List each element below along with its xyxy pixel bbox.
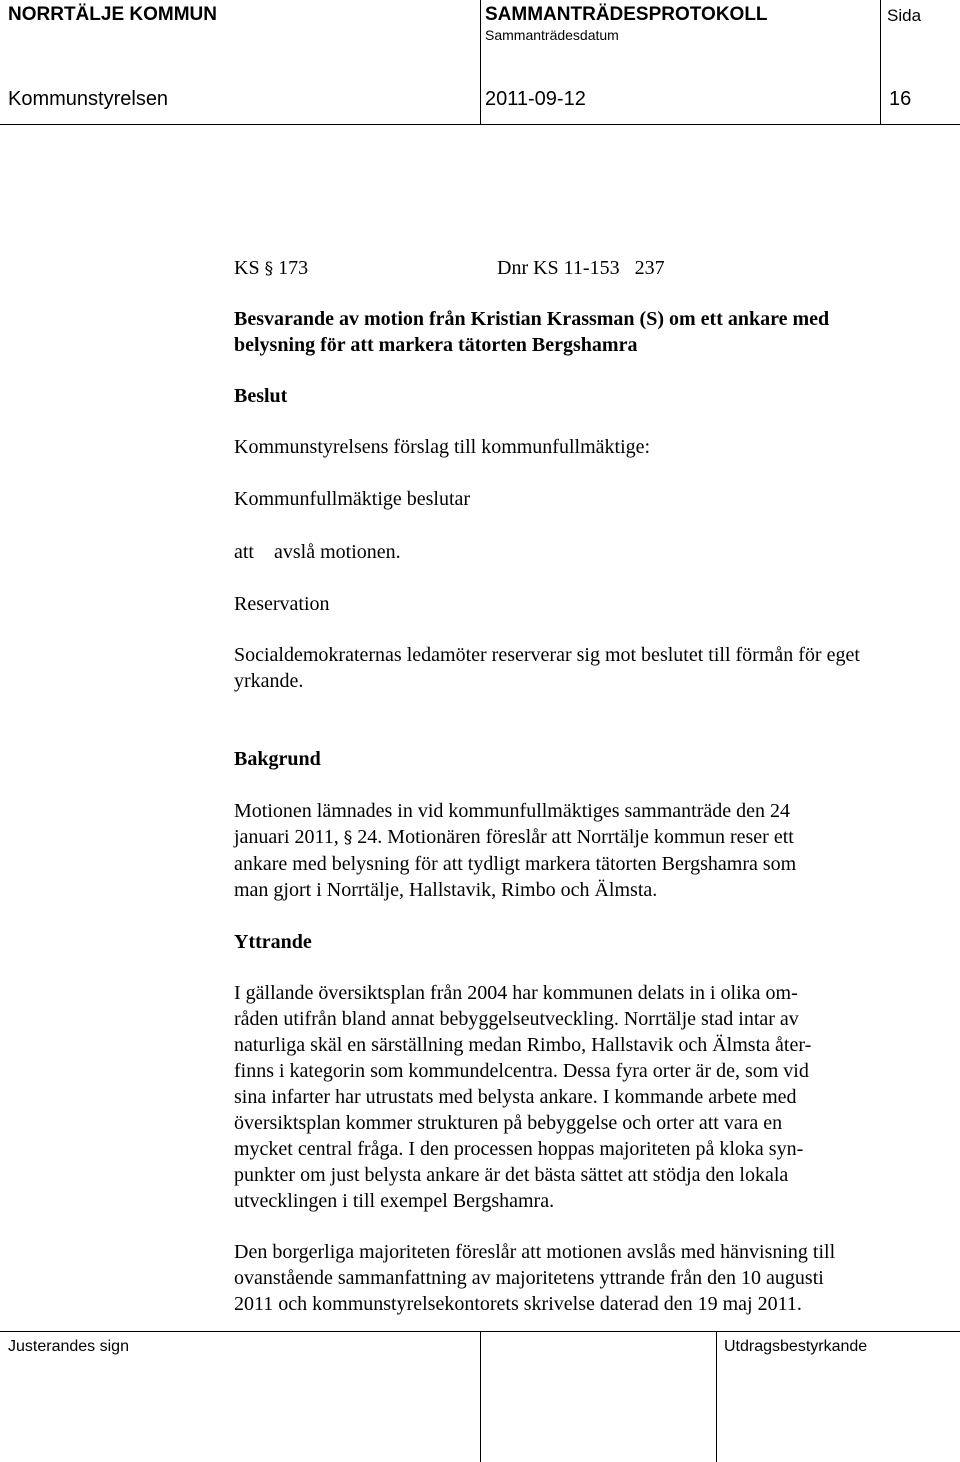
- bakgrund-line-start: januari 2011,: [234, 826, 339, 848]
- footer-divider-right: [716, 1331, 717, 1462]
- reservation-line: Socialdemokraternas ledamöter reserverar sig mot beslutet till förmån för eget: [234, 644, 860, 666]
- page-number: 16: [889, 88, 912, 110]
- meeting-date: 2011-09-12: [485, 88, 586, 110]
- bakgrund-line: ankare med belysning för att tydligt markera tätorten Bergshamra som: [234, 853, 797, 875]
- ks-prefix: KS: [234, 257, 260, 279]
- case-title-line: belysning för att markera tätorten Bergshamra: [234, 334, 638, 356]
- yttrande-line: 2011 och kommunstyrelsekontorets skrivelse daterad den 19 maj 2011.: [234, 1293, 802, 1315]
- case-title: [234, 306, 829, 358]
- yttrande-heading: Yttrande: [234, 931, 312, 953]
- ks-number: 173: [278, 257, 309, 279]
- reservation-line: yrkande.: [234, 670, 304, 692]
- yttrande-line: Den borgerliga majoriteten föreslår att motionen avslås med hänvisning till: [234, 1241, 836, 1263]
- bakgrund-text: [234, 798, 796, 903]
- utdragsbestyrkande-label: Utdragsbestyrkande: [724, 1338, 868, 1355]
- yttrande-paragraph-2: [234, 1239, 835, 1317]
- reservation-text: [234, 642, 860, 694]
- yttrande-line: I gällande översiktsplan från 2004 har kommunen delats in i olika om-: [234, 982, 798, 1004]
- att-word: att: [234, 541, 254, 563]
- yttrande-line: utvecklingen i till exempel Bergshamra.: [234, 1190, 555, 1212]
- reservation-heading: Reservation: [234, 593, 330, 615]
- section-sign: §: [264, 259, 274, 279]
- document-type: SAMMANTRÄDESPROTOKOLL: [485, 4, 768, 25]
- bakgrund-line: [234, 824, 796, 851]
- yttrande-line: råden utifrån bland annat bebyggelseutveckling. Norrtälje stad intar av: [234, 1008, 799, 1030]
- yttrande-line: naturliga skäl en särställning medan Rimbo, Hallstavik och Älmsta åter-: [234, 1034, 812, 1056]
- yttrande-line: finns i kategorin som kommundelcentra. Dessa fyra orter är de, som vid: [234, 1060, 809, 1082]
- case-number: [234, 255, 308, 282]
- diary-number: [497, 255, 665, 281]
- footer-divider-left: [480, 1331, 481, 1462]
- case-title-line: Besvarande av motion från Kristian Krassman (S) om ett ankare med: [234, 308, 830, 330]
- justerandes-sign-label: Justerandes sign: [8, 1338, 129, 1355]
- yttrande-line: ovanstående sammanfattning av majoritetens yttrande från den 10 augusti: [234, 1267, 824, 1289]
- header-divider-left: [480, 0, 481, 124]
- section-sign: §: [343, 828, 353, 848]
- yttrande-line: översiktsplan kommer strukturen på bebyggelse och orter att vara en: [234, 1112, 783, 1134]
- dnr-suffix: 237: [634, 257, 665, 279]
- dnr: Dnr KS 11-153: [497, 257, 620, 279]
- proposal-text: Kommunstyrelsens förslag till kommunfullmäktige:: [234, 436, 651, 458]
- date-label: Sammanträdesdatum: [485, 27, 619, 43]
- yttrande-line: punkter om just belysta ankare är det bästa sättet att stödja den lokala: [234, 1164, 789, 1186]
- header-divider-right: [880, 0, 881, 124]
- decides-text: Kommunfullmäktige beslutar: [234, 488, 471, 510]
- header-rule: [0, 124, 960, 125]
- page-label: Sida: [887, 6, 922, 25]
- bakgrund-heading: Bakgrund: [234, 748, 321, 770]
- yttrande-line: mycket central fråga. I den processen hoppas majoriteten på kloka syn-: [234, 1138, 804, 1160]
- decision-text: avslå motionen.: [274, 541, 401, 563]
- yttrande-line: sina infarter har utrustats med belysta ankare. I kommande arbete med: [234, 1086, 797, 1108]
- bakgrund-line: Motionen lämnades in vid kommunfullmäktiges sammanträde den 24: [234, 800, 791, 822]
- yttrande-paragraph-1: [234, 980, 811, 1214]
- body-name: Kommunstyrelsen: [8, 88, 169, 110]
- beslut-heading: Beslut: [234, 385, 288, 407]
- municipality-name: NORRTÄLJE KOMMUN: [8, 4, 217, 25]
- bakgrund-line-end: 24. Motionären föreslår att Norrtälje kommun reser ett: [357, 826, 794, 848]
- bakgrund-line: man gjort i Norrtälje, Hallstavik, Rimbo och Älmsta.: [234, 879, 658, 901]
